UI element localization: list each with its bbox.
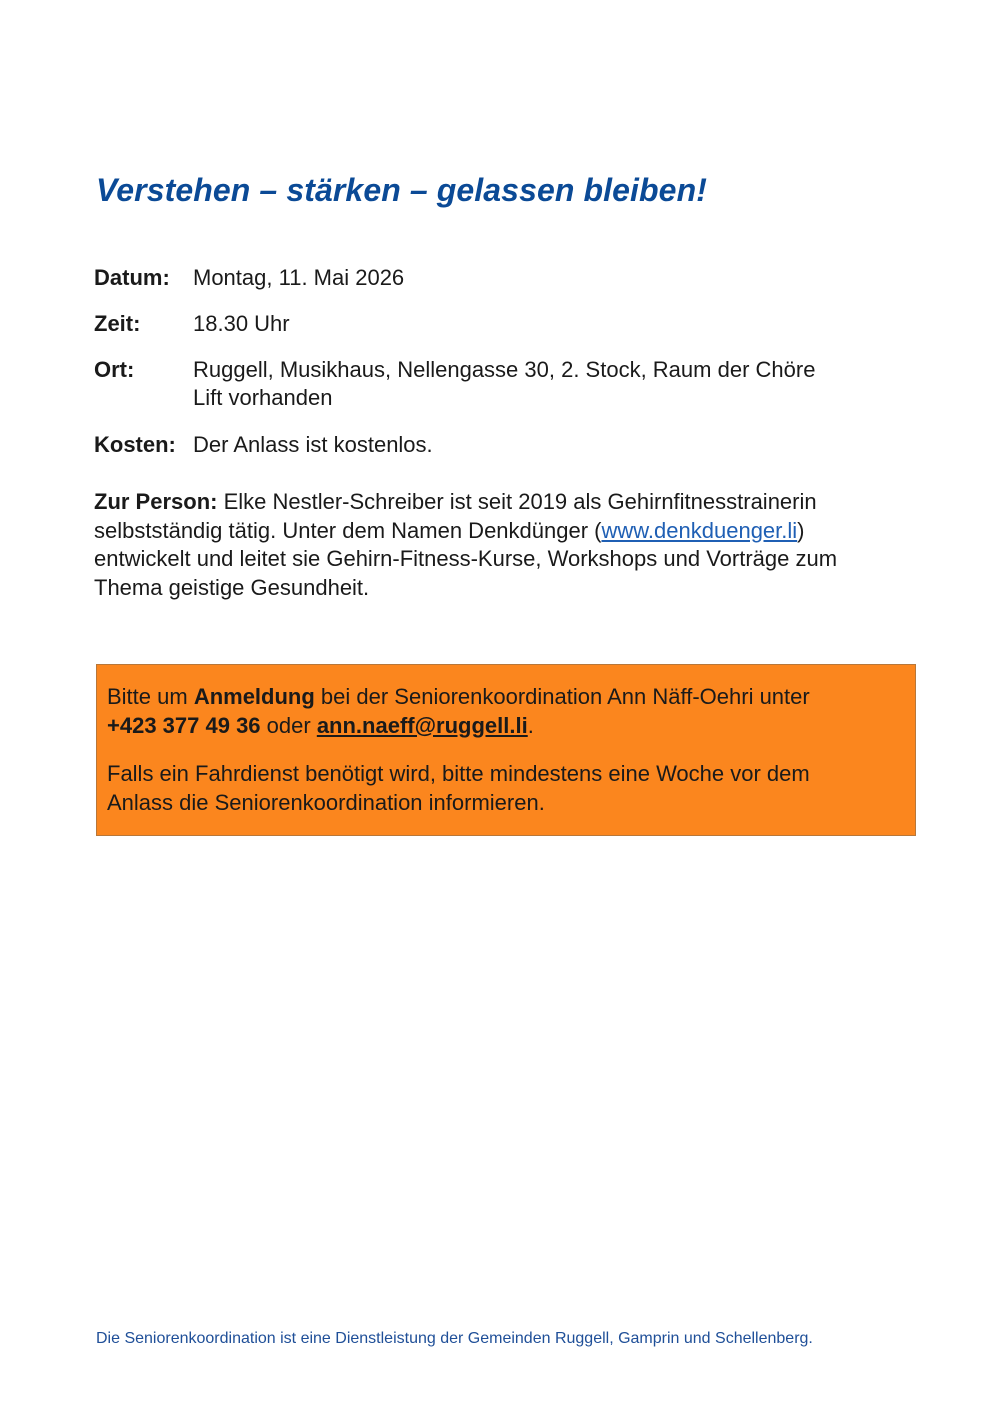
signup-box [96,664,916,836]
person-line-2-pre: selbstständig tätig. Unter dem Namen Denkdünger ( [94,517,602,543]
signup-phone[interactable]: +423 377 49 36 [107,712,261,738]
signup-email-link[interactable]: ann.naeff@ruggell.li [316,712,528,738]
ort-value-lift: Lift vorhanden [193,385,333,410]
person-line-3: entwickelt und leitet sie Gehirn-Fitness-Kurse, Workshops und Vorträge zum [94,546,838,571]
datum-value-text: Montag, 11. Mai 2026 [193,265,405,290]
zeit-value [193,310,893,338]
person-label: Zur Person: [94,489,218,514]
person-line-2-post: ) [797,517,805,543]
person-paragraph [94,488,904,602]
signup-or: oder [260,712,317,738]
signup-post: bei der Seniorenkoordination Ann Näff-Oehri unter [314,684,810,709]
kosten-value [193,431,893,459]
kosten-value-text: Der Anlass ist kostenlos. [193,432,433,457]
ort-label: Ort: [94,357,135,382]
person-line-1 [94,488,904,517]
transport-line-1: Falls ein Fahrdienst benötigt wird, bitte mindestens eine Woche vor dem [107,761,810,786]
signup-line-1 [107,683,915,712]
datum-value [193,264,893,292]
ort-value-address: Ruggell, Musikhaus, Nellengasse 30, 2. Stock, Raum der Chöre [193,357,816,382]
signup-end: . [527,712,534,738]
signup-line-2 [107,712,915,741]
zeit-value-text: 18.30 Uhr [193,311,290,336]
transport-line-2: Anlass die Seniorenkoordination informieren. [107,789,545,815]
person-line-1-text: Elke Nestler-Schreiber ist seit 2019 als Gehirnfitnesstrainerin [217,489,817,514]
signup-pre: Bitte um [107,684,194,709]
zeit-label: Zeit: [94,311,141,336]
page-title: Verstehen – stärken – gelassen bleiben! [96,172,707,208]
ort-value [193,356,893,412]
datum-label: Datum: [94,265,170,290]
signup-strong: Anmeldung [193,684,315,709]
person-line-4: Thema geistige Gesundheit. [94,574,370,600]
person-line-2 [94,517,904,546]
kosten-label: Kosten: [94,432,176,457]
denkduenger-link[interactable]: www.denkduenger.li [601,517,798,543]
footer-note: Die Seniorenkoordination ist eine Dienstleistung der Gemeinden Ruggell, Gamprin und Schellenberg. [96,1330,813,1347]
